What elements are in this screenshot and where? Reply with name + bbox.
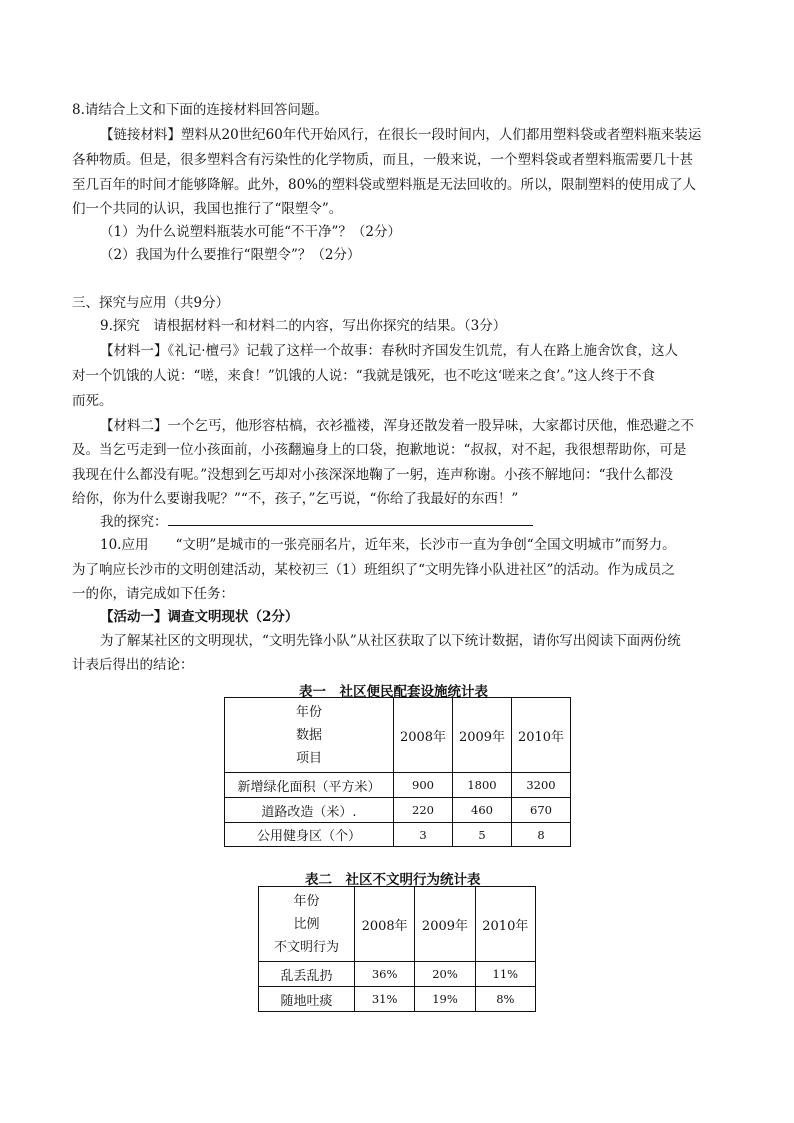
q10-line-1: 10.应用 “文明”是城市的一张亮丽名片，近年来，长沙市一直为争创“全国文明城市”而努力。	[100, 537, 676, 553]
table2-year-header: 2008年	[354, 887, 414, 962]
table1-cell: 220	[394, 798, 453, 823]
table1-cell: 900	[394, 773, 453, 798]
table1-year-header: 2008年	[394, 698, 453, 773]
q8-material-line-4: 们一个共同的认识，我国也推行了“限塑令”。	[72, 201, 343, 217]
activity1-line-1: 为了解某社区的文明现状，“文明先锋小队”从社区获取了以下统计数据，请你写出阅读下面两份统	[100, 633, 681, 649]
activity1-title: 【活动一】调查文明现状（2分）	[100, 609, 299, 625]
table2-year-header: 2010年	[475, 887, 535, 962]
table-row	[259, 987, 536, 1012]
table1-row-label: 新增绿化面积（平方米）	[225, 773, 394, 798]
table2-cell: 11%	[475, 962, 535, 987]
table1-corner-year: 年份	[295, 704, 322, 720]
table2-corner-ratio: 比例	[293, 916, 320, 932]
table-row	[225, 823, 571, 847]
table1-corner-data: 数据	[295, 727, 322, 743]
q9-material2-line-1: 【材料二】一个乞丐，他形容枯槁，衣衫褴褛，浑身还散发着一股异味，大家都讨厌他，惟恐避之不	[100, 418, 694, 434]
table2-row-label: 乱丢乱扔	[259, 962, 355, 987]
q10-line-3: 一的你，请完成如下任务：	[72, 586, 234, 602]
table2-cell: 8%	[475, 987, 535, 1012]
table-row	[259, 962, 536, 987]
table1-row-label: 公用健身区（个）	[225, 823, 394, 847]
activity1-line-2: 计表后得出的结论：	[72, 657, 194, 673]
table2-year-header: 2009年	[415, 887, 475, 962]
table2-cell: 20%	[415, 962, 475, 987]
q9-material1-line-1: 【材料一】《礼记·檀弓》记载了这样一个故事：春秋时齐国发生饥荒，有人在路上施舍饮食，这人	[100, 343, 679, 359]
table-row	[225, 773, 571, 798]
table1-cell: 8	[512, 823, 571, 847]
table1-cell: 460	[453, 798, 512, 823]
table1-corner-cell	[225, 698, 394, 773]
table1-cell: 5	[453, 823, 512, 847]
table1-cell: 3	[394, 823, 453, 847]
q9-answer-label: 我的探究：	[100, 514, 168, 530]
table2-corner-cell	[259, 887, 355, 962]
table2-corner-year: 年份	[293, 893, 320, 909]
q9-material2-line-4: 给你，你为什么要谢我呢？”“不，孩子，”乞丐说，“你给了我最好的东西！”	[72, 491, 519, 507]
q9-prompt: 9.探究 请根据材料一和材料二的内容，写出你探究的结果。（3分）	[100, 318, 507, 334]
table1	[224, 697, 571, 847]
q8-material-line-3: 至几百年的时间才能够降解。此外，80%的塑料袋或塑料瓶是无法回收的。所以，限制塑料的使用成了人	[72, 177, 697, 193]
q9-material1-line-3: 而死。	[72, 393, 113, 409]
table-row	[225, 798, 571, 823]
table1-cell: 1800	[453, 773, 512, 798]
table2-corner-behavior: 不文明行为	[273, 939, 339, 955]
q9-answer-blank[interactable]	[168, 511, 533, 526]
q8-title: 8.请结合上文和下面的连接材料回答问题。	[72, 102, 328, 118]
table1-year-header: 2010年	[512, 698, 571, 773]
q9-answer-row	[100, 510, 760, 534]
table1-corner-item: 项目	[295, 750, 322, 766]
table1-cell: 670	[512, 798, 571, 823]
q8-sub-question-2: （2）我国为什么要推行“限塑令”？（2分）	[100, 247, 361, 263]
q9-material2-line-2: 及。当乞丐走到一位小孩面前，小孩翻遍身上的口袋，抱歉地说：“叔叔，对不起，我很想帮助你，可是	[72, 442, 687, 458]
table1-cell: 3200	[512, 773, 571, 798]
table2-cell: 19%	[415, 987, 475, 1012]
section3-title: 三、探究与应用（共9分）	[72, 295, 230, 311]
q8-material-line-1: 【链接材料】塑料从20世纪60年代开始风行，在很长一段时间内，人们都用塑料袋或者塑料瓶来装运	[100, 127, 702, 143]
table2-cell: 31%	[354, 987, 414, 1012]
q8-sub-question-1: （1）为什么说塑料瓶装水可能“不干净”？（2分）	[100, 224, 401, 240]
table2-row-label: 随地吐痰	[259, 987, 355, 1012]
table2-caption: 表二 社区不文明行为统计表	[305, 872, 481, 888]
q8-material-line-2: 各种物质。但是，很多塑料含有污染性的化学物质，而且，一般来说，一个塑料袋或者塑料瓶需要几十甚	[72, 152, 693, 168]
table1-year-header: 2009年	[453, 698, 512, 773]
table1-caption: 表一 社区便民配套设施统计表	[299, 684, 488, 700]
q10-line-2: 为了响应长沙市的文明创建活动，某校初三（1）班组织了“文明先锋小队进社区”的活动。作为成员之	[72, 562, 675, 578]
table2	[258, 886, 536, 1012]
q9-material1-line-2: 对一个饥饿的人说：“嗟，来食！”饥饿的人说：“我就是饿死，也不吃这‘嗟来之食’。”这人终于不食	[72, 368, 655, 384]
table1-row-label: 道路改造（米）.	[225, 798, 394, 823]
q9-material2-line-3: 我现在什么都没有呢。”没想到乞丐却对小孩深深地鞠了一躬，连声称谢。小孩不解地问：“我什么都没	[72, 467, 674, 483]
table2-cell: 36%	[354, 962, 414, 987]
